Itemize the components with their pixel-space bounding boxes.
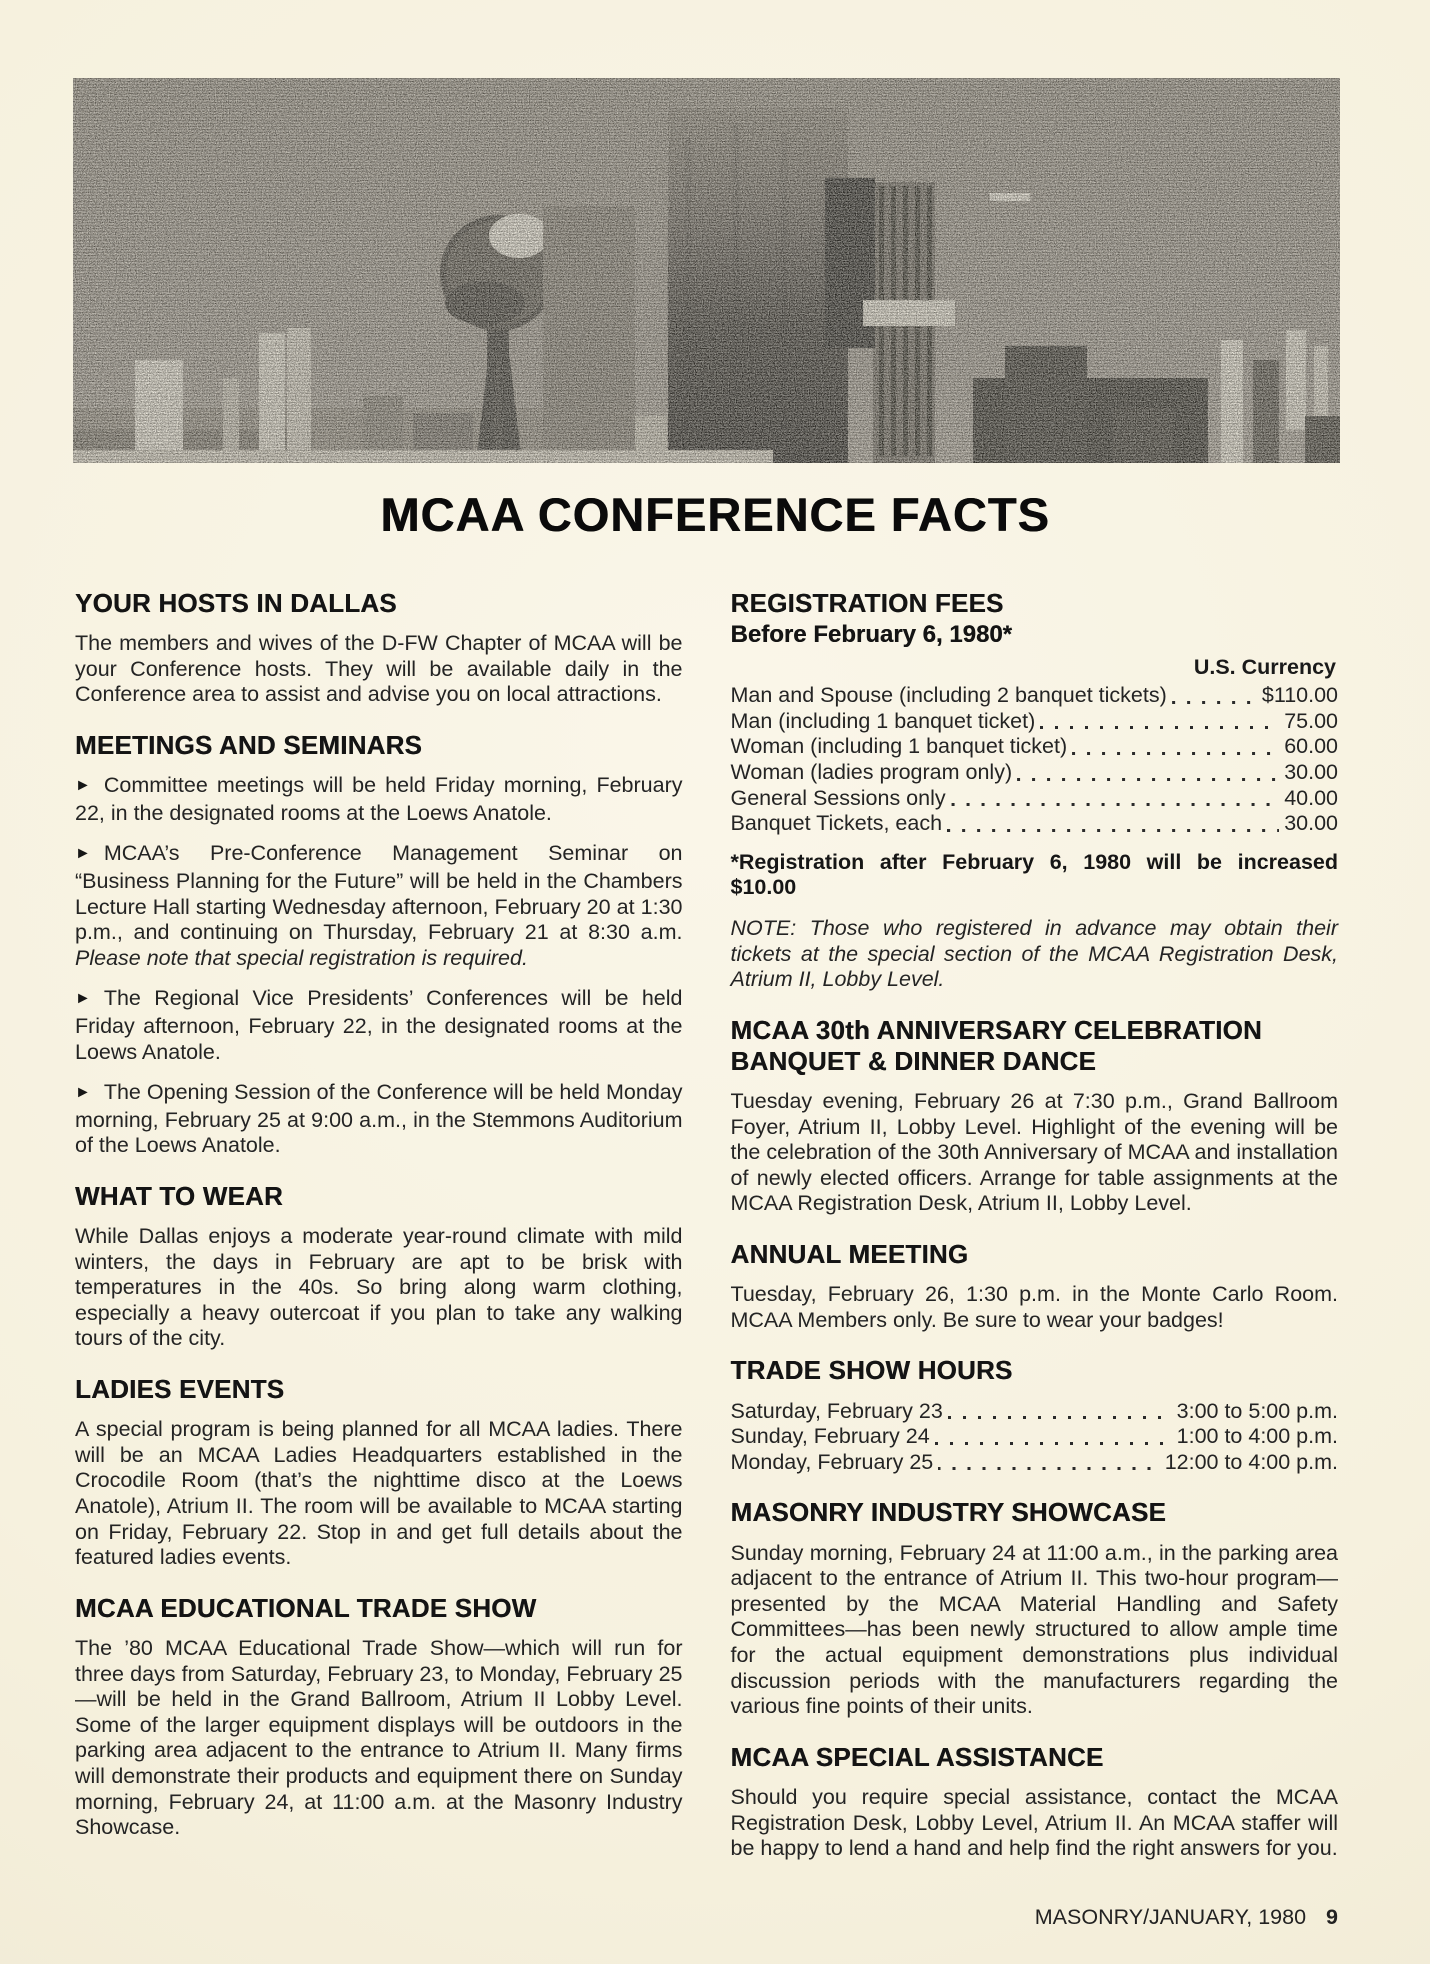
fee-row (731, 786, 1339, 812)
hours-time: 1:00 to 4:00 p.m. (1176, 1424, 1338, 1449)
paragraph-ladies-events: A special program is being planned for all MCAA ladies. There will be an MCAA Ladies Headquarters established in the Crocodile Room (that’s the nighttime disco at the Loews Anatole), Atrium II. The room will be available to MCAA starting on Friday, February 22. Stop in and get full details about the featured ladies events. (75, 1417, 683, 1570)
fee-label: Banquet Tickets, each (730, 811, 943, 836)
fee-label: Woman (ladies program only) (730, 759, 1013, 784)
paragraph-anniversary-banquet: Tuesday evening, February 26 at 7:30 p.m., Grand Ballroom Foyer, Atrium II, Lobby Level. Highlight of the evening will be the celebration of the 30th Anniversary of MCAA and installation of newly elected officers. Arrange for table assignments at the MCAA Registration Desk, Atrium II, Lobby Level. (730, 1089, 1338, 1216)
fee-amount: $110.00 (1261, 683, 1338, 708)
bullet-text: The Opening Session of the Conference will be held Monday morning, February 25 at 9:00 a.m., in the Stemmons Auditorium of the Loews Anatole. (75, 1080, 683, 1158)
page-number: 9 (1326, 1905, 1338, 1929)
bullet-arrow-icon: ► (75, 845, 91, 863)
page-title: MCAA CONFERENCE FACTS (380, 488, 1050, 541)
hours-time: 12:00 to 4:00 p.m. (1164, 1449, 1338, 1474)
fee-amount: 30.00 (1284, 759, 1338, 784)
fee-row (731, 734, 1339, 760)
paragraph-special-assistance: Should you require special assistance, contact the MCAA Registration Desk, Lobby Level, Atrium II. An MCAA staffer will be happy to lend a hand and help find the right answers for you. (730, 1784, 1338, 1861)
journal-name: MASONRY/JANUARY, 1980 (1034, 1905, 1307, 1929)
content-columns (75, 585, 1338, 1877)
bullet-arrow-icon: ► (75, 990, 91, 1008)
bullet-item (75, 841, 683, 971)
fee-amount: 60.00 (1284, 734, 1338, 759)
hours-day: Monday, February 25 (730, 1449, 934, 1474)
dot-leader (1072, 752, 1279, 755)
paragraph-industry-showcase: Sunday morning, February 24 at 11:00 a.m., in the parking area adjacent to the entrance of Atrium II. This two-hour program—presented by the MCAA Material Handling and Safety Committees—has been newly structured to allow ample time for the actual equipment demonstrations plus individual discussion periods with the manufacturers regarding the various fine points of their units. (730, 1540, 1338, 1719)
skyline-svg (73, 78, 1340, 463)
fee-label: Man and Spouse (including 2 banquet tickets) (730, 683, 1167, 708)
heading-registration-fees: REGISTRATION FEES (730, 588, 1004, 618)
fee-row (731, 811, 1339, 837)
dot-leader (938, 1467, 1159, 1470)
dot-leader (935, 1442, 1172, 1445)
bullet-text-italic: Please note that special registration is required. (75, 945, 528, 970)
subheading-before-date: Before February 6, 1980* (730, 621, 1012, 649)
hours-row (731, 1399, 1339, 1425)
fee-amount: 30.00 (1284, 811, 1338, 836)
fee-label: General Sessions only (730, 785, 946, 810)
dot-leader (1040, 726, 1279, 729)
bullet-text: MCAA’s Pre-Conference Management Seminar on “Business Planning for the Future” will be held in the Chambers Lecture Hall starting Wednesday afternoon, February 20 at 1:30 p.m., and continuing on Thursday, February 21 at 8:30 a.m. (75, 841, 683, 945)
heading-educational-trade-show: MCAA EDUCATIONAL TRADE SHOW (75, 1592, 537, 1623)
advance-registration-note: NOTE: Those who registered in advance may obtain their tickets at the special section of the MCAA Registration Desk, Atrium II, Lobby Level. (730, 915, 1338, 992)
anniversary-heading-line1: MCAA 30th ANNIVERSARY CELEBRATION (730, 1014, 1262, 1045)
paragraph-educational-trade-show: The ’80 MCAA Educational Trade Show—which will run for three days from Saturday, February 23, to Monday, February 25—will be held in the Grand Ballroom, Atrium II Lobby Level. Some of the larger equipment displays will be outdoors in the parking area adjacent to the entrance to Atrium II. Many firms will demonstrate their products and equipment there on Sunday morning, February 24, at 11:00 a.m. at the Masonry Industry Showcase. (75, 1635, 683, 1840)
heading-annual-meeting: ANNUAL MEETING (730, 1239, 969, 1270)
page-footer (1035, 1905, 1338, 1930)
fee-label: Man (including 1 banquet ticket) (730, 708, 1036, 733)
fee-row (731, 760, 1339, 786)
bullet-text: The Regional Vice Presidents’ Conferences will be held Friday afternoon, February 22, in the designated rooms at the Loews Anatole. (75, 986, 683, 1064)
heading-your-hosts: YOUR HOSTS IN DALLAS (75, 588, 397, 618)
heading-meetings-seminars: MEETINGS AND SEMINARS (75, 729, 423, 760)
heading-ladies-events: LADIES EVENTS (75, 1374, 285, 1405)
hours-row (731, 1450, 1339, 1476)
heading-anniversary-banquet (731, 1015, 1339, 1077)
fee-row (731, 683, 1339, 709)
hours-time: 3:00 to 5:00 p.m. (1176, 1398, 1338, 1423)
dallas-skyline-photo (73, 78, 1340, 463)
heading-what-to-wear: WHAT TO WEAR (75, 1180, 283, 1211)
heading-special-assistance: MCAA SPECIAL ASSISTANCE (730, 1741, 1104, 1772)
dot-leader (951, 803, 1280, 806)
fee-row (731, 709, 1339, 735)
hours-day: Saturday, February 23 (730, 1398, 943, 1423)
paragraph-your-hosts: The members and wives of the D-FW Chapter of MCAA will be your Conference hosts. They will be available daily in the Conference area to assist and advise you on local attractions. (75, 631, 683, 707)
bullet-item (75, 986, 683, 1065)
bullet-arrow-icon: ► (75, 1084, 91, 1102)
hours-day: Sunday, February 24 (730, 1424, 930, 1449)
fee-amount: 75.00 (1284, 708, 1338, 733)
registration-increase-note: *Registration after February 6, 1980 will be increased $10.00 (730, 849, 1338, 900)
dot-leader (947, 829, 1279, 832)
bullet-item (75, 773, 683, 826)
fees-table (731, 683, 1339, 837)
heading-trade-show-hours: TRADE SHOW HOURS (730, 1355, 1013, 1386)
heading-industry-showcase: MASONRY INDUSTRY SHOWCASE (730, 1497, 1166, 1528)
anniversary-heading-line2: BANQUET & DINNER DANCE (730, 1045, 1097, 1076)
paragraph-what-to-wear: While Dallas enjoys a moderate year-round climate with mild winters, the days in February are apt to be brisk with temperatures in the 40s. So bring along warm clothing, especially a heavy outercoat if you plan to take any walking tours of the city. (75, 1224, 683, 1351)
bullet-text: Committee meetings will be held Friday morning, February 22, in the designated rooms at the Loews Anatole. (75, 773, 683, 825)
fee-label: Woman (including 1 banquet ticket) (730, 734, 1068, 759)
dot-leader (1017, 778, 1279, 781)
hours-table (731, 1399, 1339, 1476)
bullet-arrow-icon: ► (75, 777, 91, 795)
right-column (731, 585, 1339, 1877)
dot-leader (948, 1416, 1172, 1419)
currency-label: U.S. Currency (1193, 655, 1336, 680)
paragraph-annual-meeting: Tuesday, February 26, 1:30 p.m. in the Monte Carlo Room. MCAA Members only. Be sure to wear your badges! (730, 1282, 1338, 1332)
left-column (75, 585, 683, 1877)
hours-row (731, 1424, 1339, 1450)
bullet-item (75, 1080, 683, 1159)
dot-leader (1172, 701, 1257, 704)
fee-amount: 40.00 (1284, 785, 1338, 810)
